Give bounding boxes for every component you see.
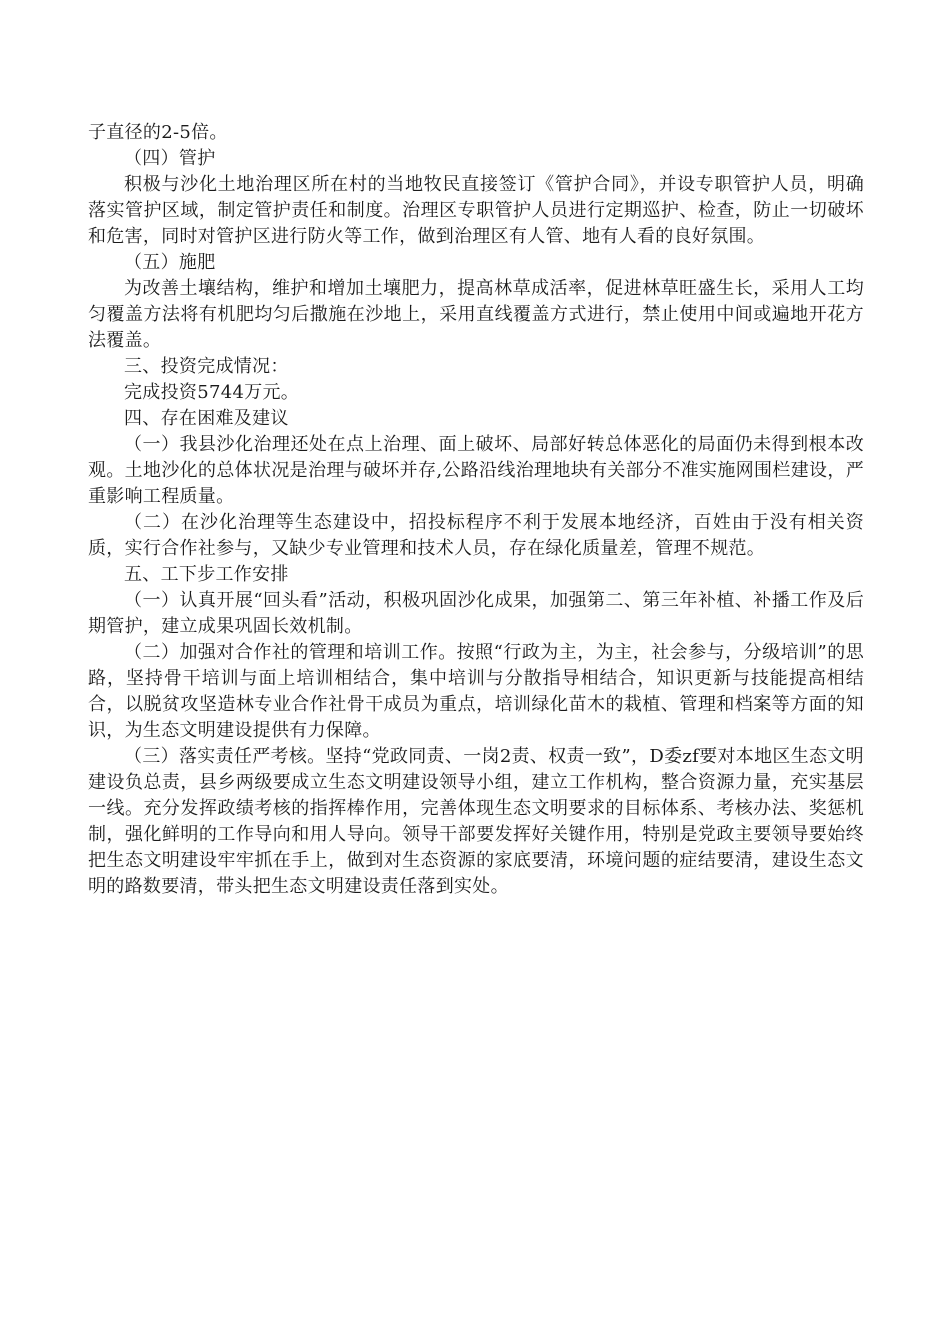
paragraph-continuation: 子直径的2-5倍。 — [88, 122, 228, 143]
paragraph-investment: 完成投资5744万元。 — [124, 382, 300, 403]
heading-maintenance: （四）管护 — [124, 148, 216, 169]
paragraph-next-step-2: （二）加强对合作社的管理和培训工作。按照“行政为主，为主，社会参与，分级培训”的思路，坚持骨干培训与面上培训相结合，集中培训与分散指导相结合，知识更新与技能提高相结合，以脱贫攻坚造林专业合作社骨干成员为重点，培训绿化苗木的栽植、管理和档案等方面的知识，为生态文明建设提供有力保障。 — [88, 642, 864, 741]
paragraph-maintenance: 积极与沙化土地治理区所在村的当地牧民直接签订《管护合同》，并设专职管护人员，明确落实管护区域，制定管护责任和制度。治理区专职管护人员进行定期巡护、检查，防止一切破坏和危害，同时对管护区进行防火等工作，做到治理区有人管、地有人看的良好氛围。 — [88, 174, 864, 247]
heading-next-steps: 五、工下步工作安排 — [124, 564, 289, 585]
paragraph-next-step-3: （三）落实责任严考核。坚持“党政同责、一岗2责、权责一致”，D委zf要对本地区生态文明建设负总责，县乡两级要成立生态文明建设领导小组，建立工作机构，整合资源力量，充实基层一线。充分发挥政绩考核的指挥棒作用，完善体现生态文明要求的目标体系、考核办法、奖惩机制，强化鲜明的工作导向和用人导向。领导干部要发挥好关键作用，特别是党政主要领导要始终把生态文明建设牢牢抓在手上，做到对生态资源的家底要清，环境问题的症结要清，建设生态文明的路数要清，带头把生态文明建设责任落到实处。 — [88, 746, 864, 897]
heading-investment: 三、投资完成情况： — [124, 356, 289, 377]
paragraph-difficulty-2: （二）在沙化治理等生态建设中，招投标程序不利于发展本地经济，百姓由于没有相关资质，实行合作社参与，又缺少专业管理和技术人员，存在绿化质量差，管理不规范。 — [88, 512, 864, 559]
heading-fertilization: （五）施肥 — [124, 252, 216, 273]
document-page — [88, 120, 864, 900]
paragraph-difficulty-1: （一）我县沙化治理还处在点上治理、面上破坏、局部好转总体恶化的局面仍未得到根本改观。土地沙化的总体状况是治理与破坏并存,公路沿线治理地块有关部分不准实施网围栏建设，严重影响工程质量。 — [88, 434, 864, 507]
heading-difficulties: 四、存在困难及建议 — [124, 408, 289, 429]
paragraph-next-step-1: （一）认真开展“回头看”活动，积极巩固沙化成果，加强第二、第三年补植、补播工作及后期管护，建立成果巩固长效机制。 — [88, 590, 864, 637]
paragraph-fertilization: 为改善土壤结构，维护和增加土壤肥力，提高林草成活率，促进林草旺盛生长，采用人工均匀覆盖方法将有机肥均匀后撒施在沙地上，采用直线覆盖方式进行，禁止使用中间或遍地开花方法覆盖。 — [88, 278, 864, 351]
